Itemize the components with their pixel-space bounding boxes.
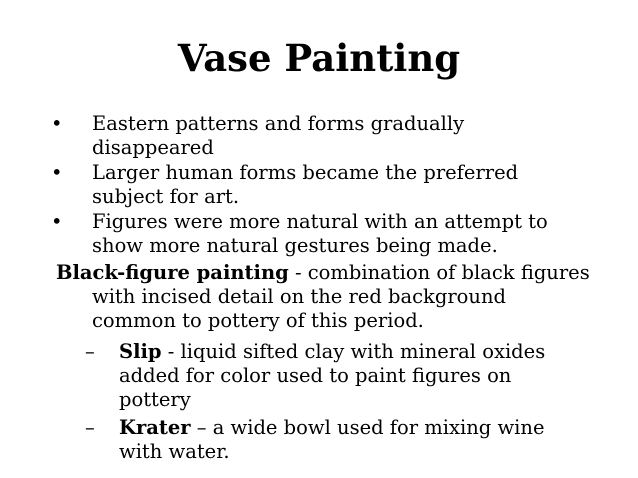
sub-item-term: Slip xyxy=(119,340,162,363)
definition-paragraph xyxy=(56,261,596,333)
bullet-dot-icon: • xyxy=(51,161,63,184)
bullet-item xyxy=(0,161,592,209)
bullet-list xyxy=(0,112,638,259)
sub-item xyxy=(56,416,589,464)
definition-block xyxy=(56,261,596,468)
bullet-dot-icon: • xyxy=(51,210,63,233)
slide-title: Vase Painting xyxy=(177,36,461,80)
sub-item-term: Krater xyxy=(119,416,191,439)
dash-icon: – xyxy=(85,340,95,363)
bullet-text: Figures were more natural with an attempt to show more natural gestures being made. xyxy=(92,210,548,257)
sub-item-text: – a wide bowl used for mixing wine with water. xyxy=(119,416,545,463)
definition-text: - combination of black figures with incised detail on the red background common to pottery of this period. xyxy=(92,261,590,332)
sub-item-text: - liquid sifted clay with mineral oxides added for color used to paint figures on pottery xyxy=(119,340,546,411)
bullet-dot-icon: • xyxy=(51,112,63,135)
bullet-text: Larger human forms became the preferred subject for art. xyxy=(92,161,519,208)
sub-item xyxy=(56,340,589,412)
definition-term: Black-figure painting xyxy=(56,261,289,284)
dash-icon: – xyxy=(85,416,95,439)
bullet-item xyxy=(0,210,592,258)
bullet-text: Eastern patterns and forms gradually disappeared xyxy=(92,112,465,159)
bullet-item xyxy=(0,112,592,160)
